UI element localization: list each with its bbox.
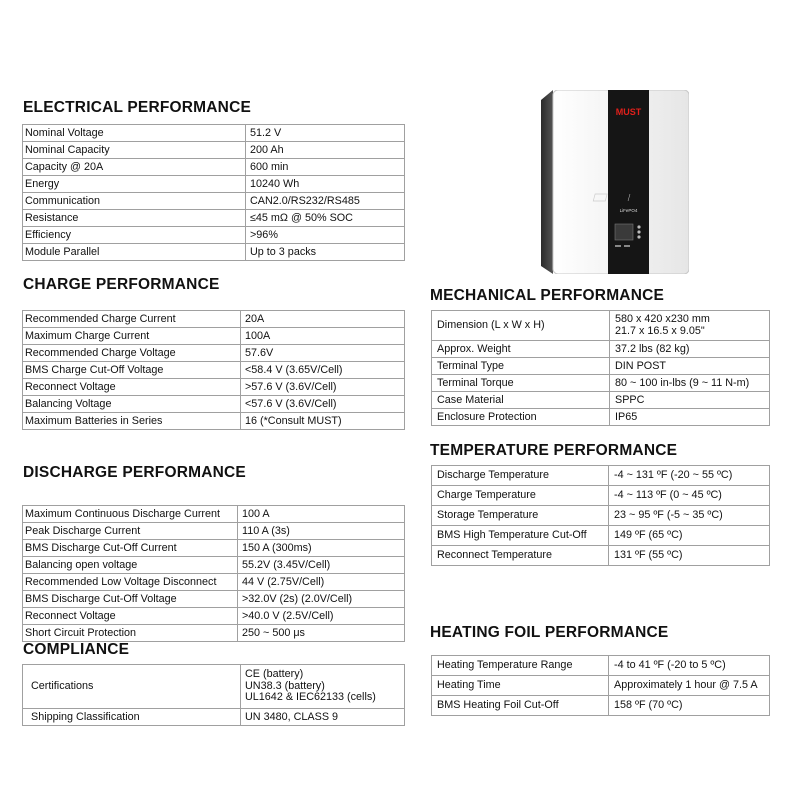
spec-value: 23 ~ 95 ºF (-5 ~ 35 ºC) bbox=[609, 506, 770, 526]
spec-value: 110 A (3s) bbox=[238, 523, 405, 540]
electrical-performance-title: ELECTRICAL PERFORMANCE bbox=[23, 99, 252, 116]
table-row bbox=[432, 676, 770, 696]
spec-value: SPPC bbox=[610, 392, 770, 409]
table-row bbox=[23, 176, 405, 193]
spec-label: Nominal Voltage bbox=[23, 125, 246, 142]
spec-label: Maximum Continuous Discharge Current bbox=[23, 506, 238, 523]
dimension-metric: 580 x 420 x230 mm bbox=[615, 312, 710, 325]
table-row bbox=[432, 341, 770, 358]
table-row bbox=[23, 506, 405, 523]
spec-value: >40.0 V (2.5V/Cell) bbox=[238, 608, 405, 625]
table-row bbox=[23, 540, 405, 557]
spec-label: Energy bbox=[23, 176, 246, 193]
spec-label: Module Parallel bbox=[23, 244, 246, 261]
shipping-classification-value: UN 3480, CLASS 9 bbox=[241, 709, 405, 726]
spec-label: Heating Time bbox=[432, 676, 609, 696]
spec-label: Peak Discharge Current bbox=[23, 523, 238, 540]
table-row bbox=[23, 159, 405, 176]
table-row bbox=[432, 466, 770, 486]
table-row bbox=[432, 358, 770, 375]
spec-label: Nominal Capacity bbox=[23, 142, 246, 159]
indicator-led bbox=[637, 235, 640, 238]
table-row bbox=[23, 345, 405, 362]
spec-label: BMS High Temperature Cut-Off bbox=[432, 526, 609, 546]
table-row bbox=[23, 227, 405, 244]
button bbox=[615, 245, 621, 247]
spec-value: 131 ºF (55 ºC) bbox=[609, 546, 770, 566]
discharge-performance-table bbox=[22, 505, 405, 642]
spec-value: 200 Ah bbox=[246, 142, 405, 159]
mechanical-performance-table bbox=[431, 310, 770, 426]
spec-label: BMS Heating Foil Cut-Off bbox=[432, 696, 609, 716]
spec-value: 600 min bbox=[246, 159, 405, 176]
spec-label: Short Circuit Protection bbox=[23, 625, 238, 642]
mechanical-performance-title: MECHANICAL PERFORMANCE bbox=[430, 287, 665, 304]
table-row bbox=[23, 311, 405, 328]
spec-value: 57.6V bbox=[241, 345, 405, 362]
temperature-performance-table bbox=[431, 465, 770, 566]
button bbox=[624, 245, 630, 247]
spec-label: Enclosure Protection bbox=[432, 409, 610, 426]
table-row bbox=[432, 375, 770, 392]
spec-value: 44 V (2.75V/Cell) bbox=[238, 574, 405, 591]
lcd-display bbox=[615, 224, 633, 240]
spec-label: Discharge Temperature bbox=[432, 466, 609, 486]
temperature-performance-title: TEMPERATURE PERFORMANCE bbox=[430, 442, 678, 459]
table-row bbox=[432, 486, 770, 506]
spec-label: Terminal Type bbox=[432, 358, 610, 375]
spec-value: -4 to 41 ºF (-20 to 5 ºC) bbox=[609, 656, 770, 676]
spec-label: Maximum Charge Current bbox=[23, 328, 241, 345]
spec-label: Reconnect Temperature bbox=[432, 546, 609, 566]
spec-label: Charge Temperature bbox=[432, 486, 609, 506]
table-row bbox=[432, 696, 770, 716]
table-row bbox=[23, 574, 405, 591]
charge-performance-title: CHARGE PERFORMANCE bbox=[23, 276, 220, 293]
table-row bbox=[432, 506, 770, 526]
spec-value: 37.2 lbs (82 kg) bbox=[610, 341, 770, 358]
table-row bbox=[23, 193, 405, 210]
spec-value: 20A bbox=[241, 311, 405, 328]
table-row bbox=[23, 396, 405, 413]
spec-label: Balancing open voltage bbox=[23, 557, 238, 574]
spec-label: Reconnect Voltage bbox=[23, 608, 238, 625]
table-row bbox=[23, 709, 405, 726]
certifications-label: Certifications bbox=[23, 665, 241, 709]
spec-value: CAN2.0/RS232/RS485 bbox=[246, 193, 405, 210]
spec-value: Up to 3 packs bbox=[246, 244, 405, 261]
spec-label: Heating Temperature Range bbox=[432, 656, 609, 676]
spec-value: -4 ~ 113 ºF (0 ~ 45 ºC) bbox=[609, 486, 770, 506]
electrical-performance-table bbox=[22, 124, 405, 261]
dimension-label: Dimension (L x W x H) bbox=[432, 311, 610, 341]
certification-item: UL1642 & IEC62133 (cells) bbox=[245, 691, 376, 704]
table-row bbox=[23, 608, 405, 625]
heating-foil-performance-table bbox=[431, 655, 770, 716]
spec-label: Terminal Torque bbox=[432, 375, 610, 392]
spec-value: IP65 bbox=[610, 409, 770, 426]
table-row bbox=[23, 328, 405, 345]
spec-label: Recommended Charge Voltage bbox=[23, 345, 241, 362]
table-row bbox=[432, 656, 770, 676]
spec-label: Approx. Weight bbox=[432, 341, 610, 358]
spec-value: ≤45 mΩ @ 50% SOC bbox=[246, 210, 405, 227]
spec-value: 16 (*Consult MUST) bbox=[241, 413, 405, 430]
spec-label: Balancing Voltage bbox=[23, 396, 241, 413]
table-row bbox=[432, 546, 770, 566]
spec-label: Recommended Low Voltage Disconnect bbox=[23, 574, 238, 591]
charge-performance-table bbox=[22, 310, 405, 430]
compliance-title: COMPLIANCE bbox=[23, 641, 130, 658]
spec-value: Approximately 1 hour @ 7.5 A bbox=[609, 676, 770, 696]
table-row bbox=[23, 413, 405, 430]
spec-label: Communication bbox=[23, 193, 246, 210]
spec-value: 158 ºF (70 ºC) bbox=[609, 696, 770, 716]
chemistry-label: LiFePO4 bbox=[619, 208, 638, 213]
indicator-led bbox=[637, 225, 640, 228]
spec-value: 51.2 V bbox=[246, 125, 405, 142]
table-row bbox=[23, 665, 405, 709]
table-row bbox=[23, 362, 405, 379]
spec-value: >32.0V (2s) (2.0V/Cell) bbox=[238, 591, 405, 608]
spec-label: Recommended Charge Current bbox=[23, 311, 241, 328]
spec-value: DIN POST bbox=[610, 358, 770, 375]
compliance-table bbox=[22, 664, 405, 726]
spec-value: <58.4 V (3.65V/Cell) bbox=[241, 362, 405, 379]
table-row bbox=[23, 210, 405, 227]
table-row bbox=[432, 311, 770, 341]
spec-label: Resistance bbox=[23, 210, 246, 227]
certifications-value bbox=[241, 665, 405, 709]
table-row bbox=[23, 142, 405, 159]
spec-label: Efficiency bbox=[23, 227, 246, 244]
spec-value: >96% bbox=[246, 227, 405, 244]
spec-value: 250 ~ 500 μs bbox=[238, 625, 405, 642]
table-row bbox=[432, 392, 770, 409]
table-row bbox=[23, 523, 405, 540]
brand-logo: MUST bbox=[615, 107, 642, 117]
spec-label: Capacity @ 20A bbox=[23, 159, 246, 176]
table-row bbox=[23, 244, 405, 261]
certification-item: CE (battery) bbox=[245, 667, 304, 680]
certification-item: UN38.3 (battery) bbox=[245, 679, 325, 692]
dimension-value bbox=[610, 311, 770, 341]
dimension-imperial: 21.7 x 16.5 x 9.05" bbox=[615, 324, 705, 337]
spec-value: 100A bbox=[241, 328, 405, 345]
spec-value: 149 ºF (65 ºC) bbox=[609, 526, 770, 546]
table-row bbox=[432, 409, 770, 426]
table-row bbox=[23, 125, 405, 142]
table-row bbox=[432, 526, 770, 546]
spec-value: -4 ~ 131 ºF (-20 ~ 55 ºC) bbox=[609, 466, 770, 486]
spec-label: BMS Discharge Cut-Off Voltage bbox=[23, 591, 238, 608]
table-row bbox=[23, 625, 405, 642]
shipping-classification-label: Shipping Classification bbox=[23, 709, 241, 726]
spec-value: <57.6 V (3.6V/Cell) bbox=[241, 396, 405, 413]
table-row bbox=[23, 557, 405, 574]
spec-label: Reconnect Voltage bbox=[23, 379, 241, 396]
battery-product-image bbox=[541, 90, 689, 274]
spec-value: 150 A (300ms) bbox=[238, 540, 405, 557]
heating-foil-performance-title: HEATING FOIL PERFORMANCE bbox=[430, 624, 669, 641]
spec-label: Storage Temperature bbox=[432, 506, 609, 526]
table-row bbox=[23, 591, 405, 608]
spec-label: Maximum Batteries in Series bbox=[23, 413, 241, 430]
spec-value: >57.6 V (3.6V/Cell) bbox=[241, 379, 405, 396]
discharge-performance-title: DISCHARGE PERFORMANCE bbox=[23, 464, 246, 481]
spec-value: 55.2V (3.45V/Cell) bbox=[238, 557, 405, 574]
spec-value: 100 A bbox=[238, 506, 405, 523]
spec-label: BMS Discharge Cut-Off Current bbox=[23, 540, 238, 557]
spec-label: Case Material bbox=[432, 392, 610, 409]
spec-value: 80 ~ 100 in-lbs (9 ~ 11 N-m) bbox=[610, 375, 770, 392]
table-row bbox=[23, 379, 405, 396]
spec-value: 10240 Wh bbox=[246, 176, 405, 193]
indicator-led bbox=[637, 230, 640, 233]
spec-label: BMS Charge Cut-Off Voltage bbox=[23, 362, 241, 379]
